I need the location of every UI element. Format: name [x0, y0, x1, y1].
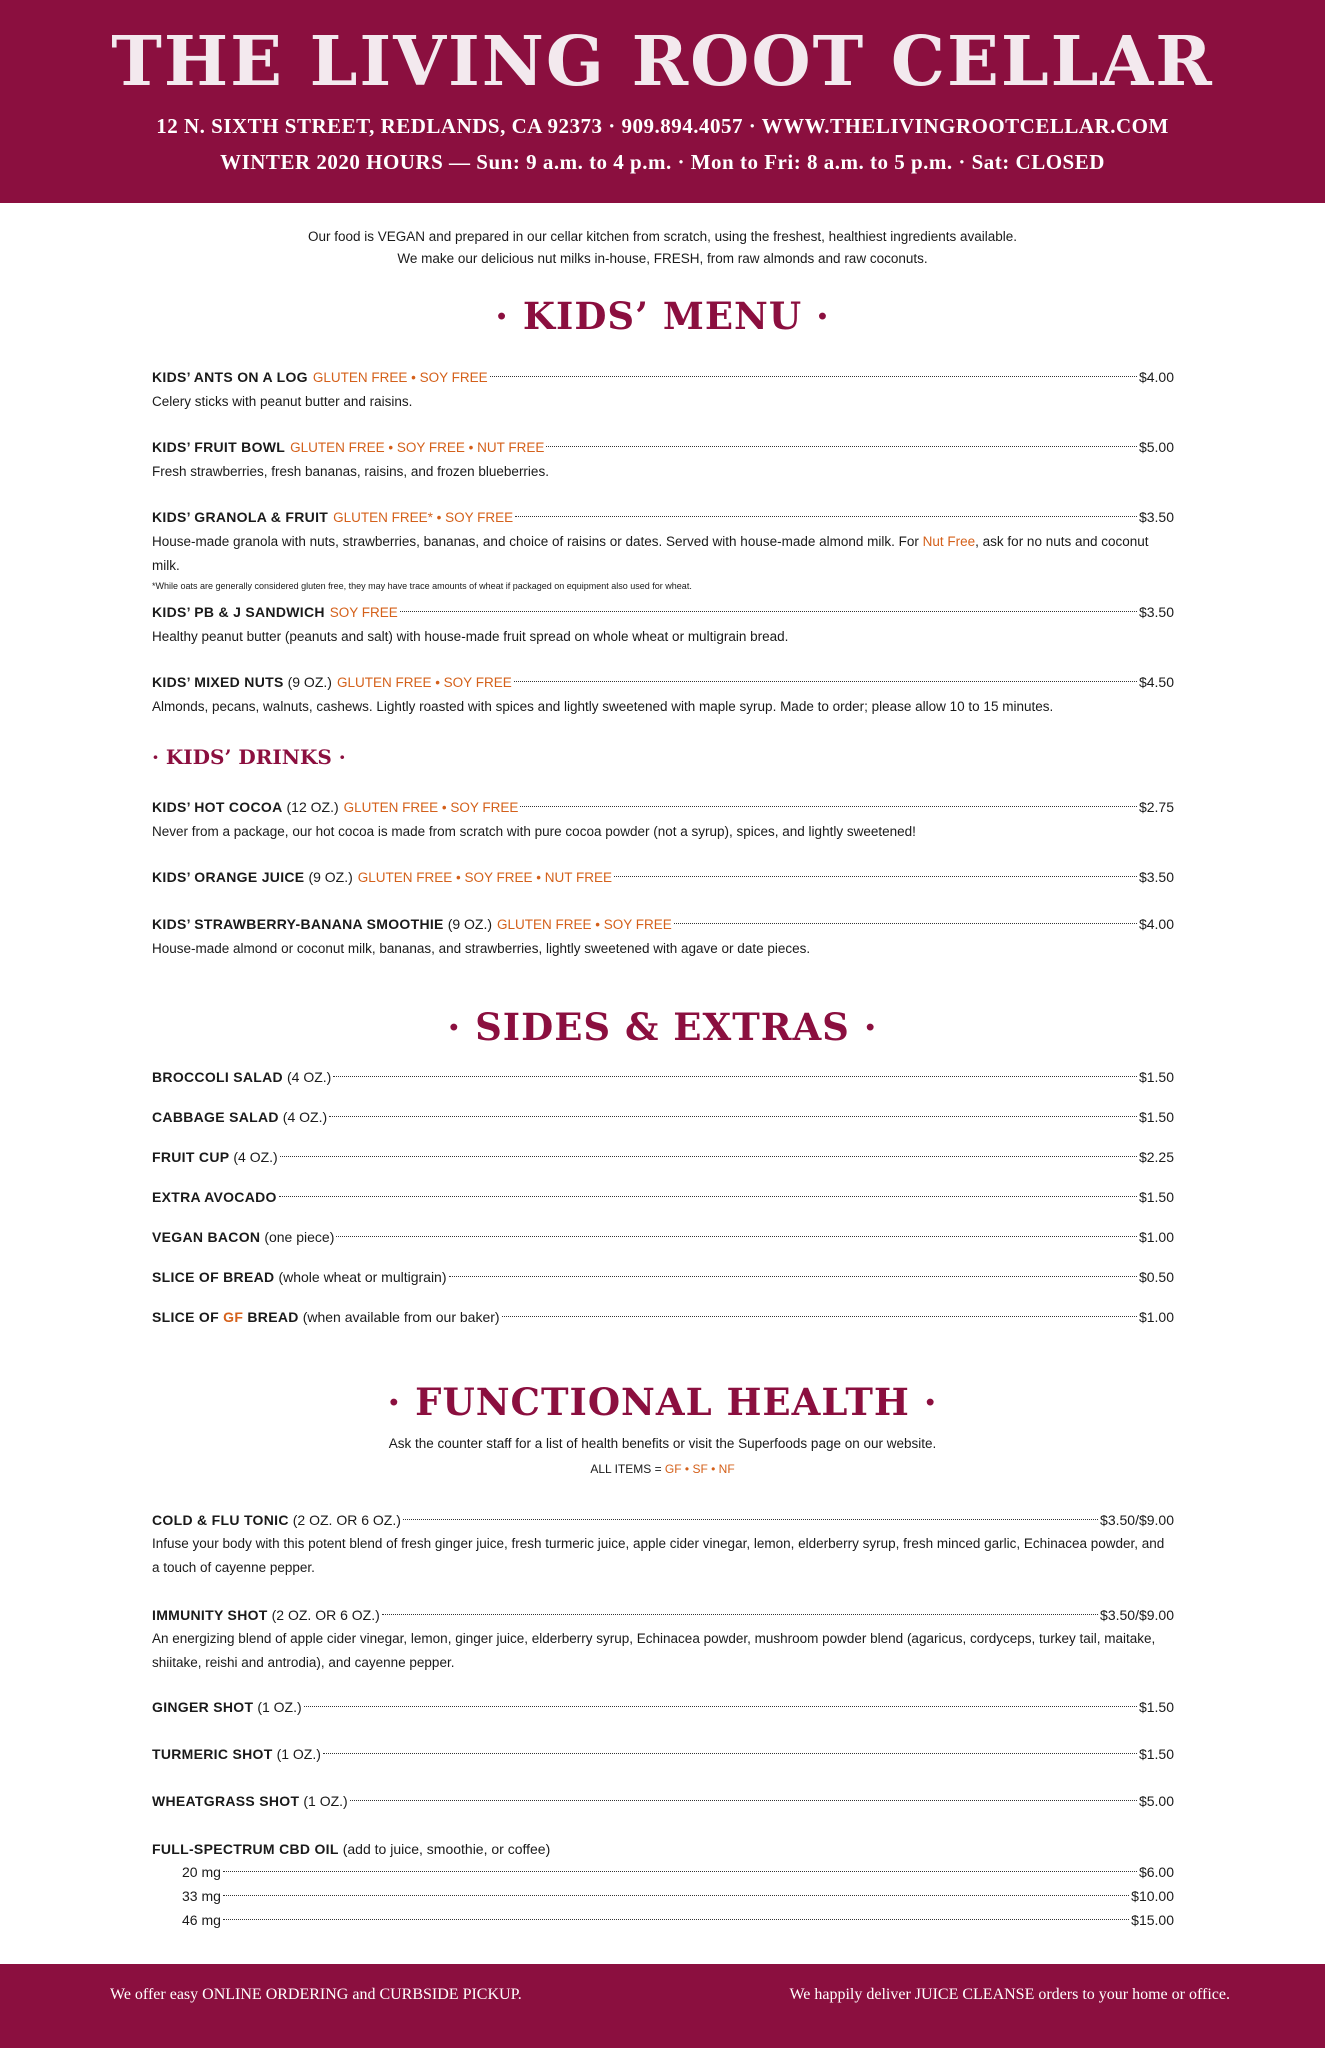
menu-item: COLD & FLU TONIC (2 OZ. OR 6 OZ.) $3.50/$9.00 Infuse your body with this potent blend of fresh ginger juice, fresh turmeric juice, apple cider vinegar, lemon, elderberry syrup, fresh minced garlic, Echinacea powder, and a touch of cayenne pepper. — [152, 1512, 1174, 1575]
menu-item: VEGAN BACON (one piece) $1.00 — [152, 1229, 1174, 1245]
address-line: 12 N. SIXTH STREET, REDLANDS, CA 92373 · 909.894.4057 · WWW.THELIVINGROOTCELLAR.COM — [156, 114, 1169, 138]
menu-item: KIDS’ GRANOLA & FRUIT GLUTEN FREE* • SOY FREE $3.50 House-made granola with nuts, strawberries, bananas, and choice of raisins or dates. Served with house-made almond milk. For Nut Free, ask for no nuts and coconut milk. *While oats are generally considered gluten free, they may have trace amounts of wheat if packaged on equipment also used for wheat. — [152, 509, 1174, 591]
intro-text: Our food is VEGAN and prepared in our cellar kitchen from scratch, using the freshest, healthiest ingredients available. We make our delicious nut milks in-house, FRESH, from raw almonds and raw coconuts. — [307, 229, 1018, 266]
sides-title: · SIDES & EXTRAS · — [447, 1005, 878, 1049]
menu-item: CABBAGE SALAD (4 OZ.) $1.50 — [152, 1109, 1174, 1125]
online-ordering-note: We offer easy ONLINE ORDERING and CURBSIDE PICKUP. — [110, 1986, 522, 2003]
menu-item: GINGER SHOT (1 OZ.) $1.50 — [152, 1699, 1174, 1715]
footer-banner — [0, 1964, 1325, 2048]
menu-item: KIDS’ MIXED NUTS (9 OZ.) GLUTEN FREE • SOY FREE $4.50 Almonds, pecans, walnuts, cashews. Lightly roasted with spices and lightly sweetened with maple syrup. Made to order; please allow 10 to 15 minutes. — [152, 674, 1174, 714]
kids-menu-title: · KIDS’ MENU · — [495, 294, 830, 338]
menu-item: BROCCOLI SALAD (4 OZ.) $1.50 — [152, 1069, 1174, 1085]
menu-item: FRUIT CUP (4 OZ.) $2.25 — [152, 1149, 1174, 1165]
menu-item: TURMERIC SHOT (1 OZ.) $1.50 — [152, 1746, 1174, 1762]
cbd-option: 20 mg $6.00 — [182, 1864, 1174, 1880]
hours-line: WINTER 2020 HOURS — Sun: 9 a.m. to 4 p.m. · Mon to Fri: 8 a.m. to 5 p.m. · Sat: CLOSED — [220, 150, 1105, 174]
delivery-note: We happily deliver JUICE CLEANSE orders to your home or office. — [789, 1986, 1230, 2003]
menu-item: SLICE OF GF BREAD (when available from our baker) $1.00 — [152, 1309, 1174, 1325]
menu-item: WHEATGRASS SHOT (1 OZ.) $5.00 — [152, 1793, 1174, 1809]
menu-item: EXTRA AVOCADO $1.50 — [152, 1189, 1174, 1205]
menu-item: IMMUNITY SHOT (2 OZ. OR 6 OZ.) $3.50/$9.00 An energizing blend of apple cider vinegar, lemon, ginger juice, elderberry syrup, Echinacea powder, mushroom powder blend (agaricus, cordyceps, turkey tail, maitake, shiitake, reishi and antrodia), and cayenne pepper. — [152, 1607, 1174, 1670]
menu-item: KIDS’ FRUIT BOWL GLUTEN FREE • SOY FREE • NUT FREE $5.00 Fresh strawberries, fresh bananas, raisins, and frozen blueberries. — [152, 439, 1174, 479]
menu-item: SLICE OF BREAD (whole wheat or multigrain) $0.50 — [152, 1269, 1174, 1285]
menu-item: KIDS’ STRAWBERRY-BANANA SMOOTHIE (9 OZ.) GLUTEN FREE • SOY FREE $4.00 House-made almond or coconut milk, bananas, and strawberries, lightly sweetened with agave or date pieces. — [152, 916, 1174, 956]
menu-item: KIDS’ ANTS ON A LOG GLUTEN FREE • SOY FREE $4.00 Celery sticks with peanut butter and raisins. — [152, 369, 1174, 409]
cbd-item: FULL-SPECTRUM CBD OIL (add to juice, smoothie, or coffee) — [152, 1841, 551, 1857]
cbd-option: 33 mg $10.00 — [182, 1888, 1174, 1904]
menu-item: KIDS’ ORANGE JUICE (9 OZ.) GLUTEN FREE • SOY FREE • NUT FREE $3.50 — [152, 869, 1174, 885]
functional-title: · FUNCTIONAL HEALTH · — [387, 1380, 938, 1424]
menu-item: KIDS’ HOT COCOA (12 OZ.) GLUTEN FREE • SOY FREE $2.75 Never from a package, our hot cocoa is made from scratch with pure cocoa powder (not a syrup), spices, and lightly sweetened! — [152, 799, 1174, 839]
header-banner — [0, 0, 1325, 203]
restaurant-title: THE LIVING ROOT CELLAR — [111, 22, 1214, 102]
functional-note: Ask the counter staff for a list of health benefits or visit the Superfoods page on our website. — [388, 1436, 937, 1451]
menu-item: KIDS’ PB & J SANDWICH SOY FREE $3.50 Healthy peanut butter (peanuts and salt) with house-made fruit spread on whole wheat or multigrain bread. — [152, 604, 1174, 644]
all-items-note: ALL ITEMS = GF • SF • NF — [590, 1462, 735, 1476]
kids-drinks-title: · KIDS’ DRINKS · — [152, 745, 346, 769]
cbd-option: 46 mg $15.00 — [182, 1912, 1174, 1928]
